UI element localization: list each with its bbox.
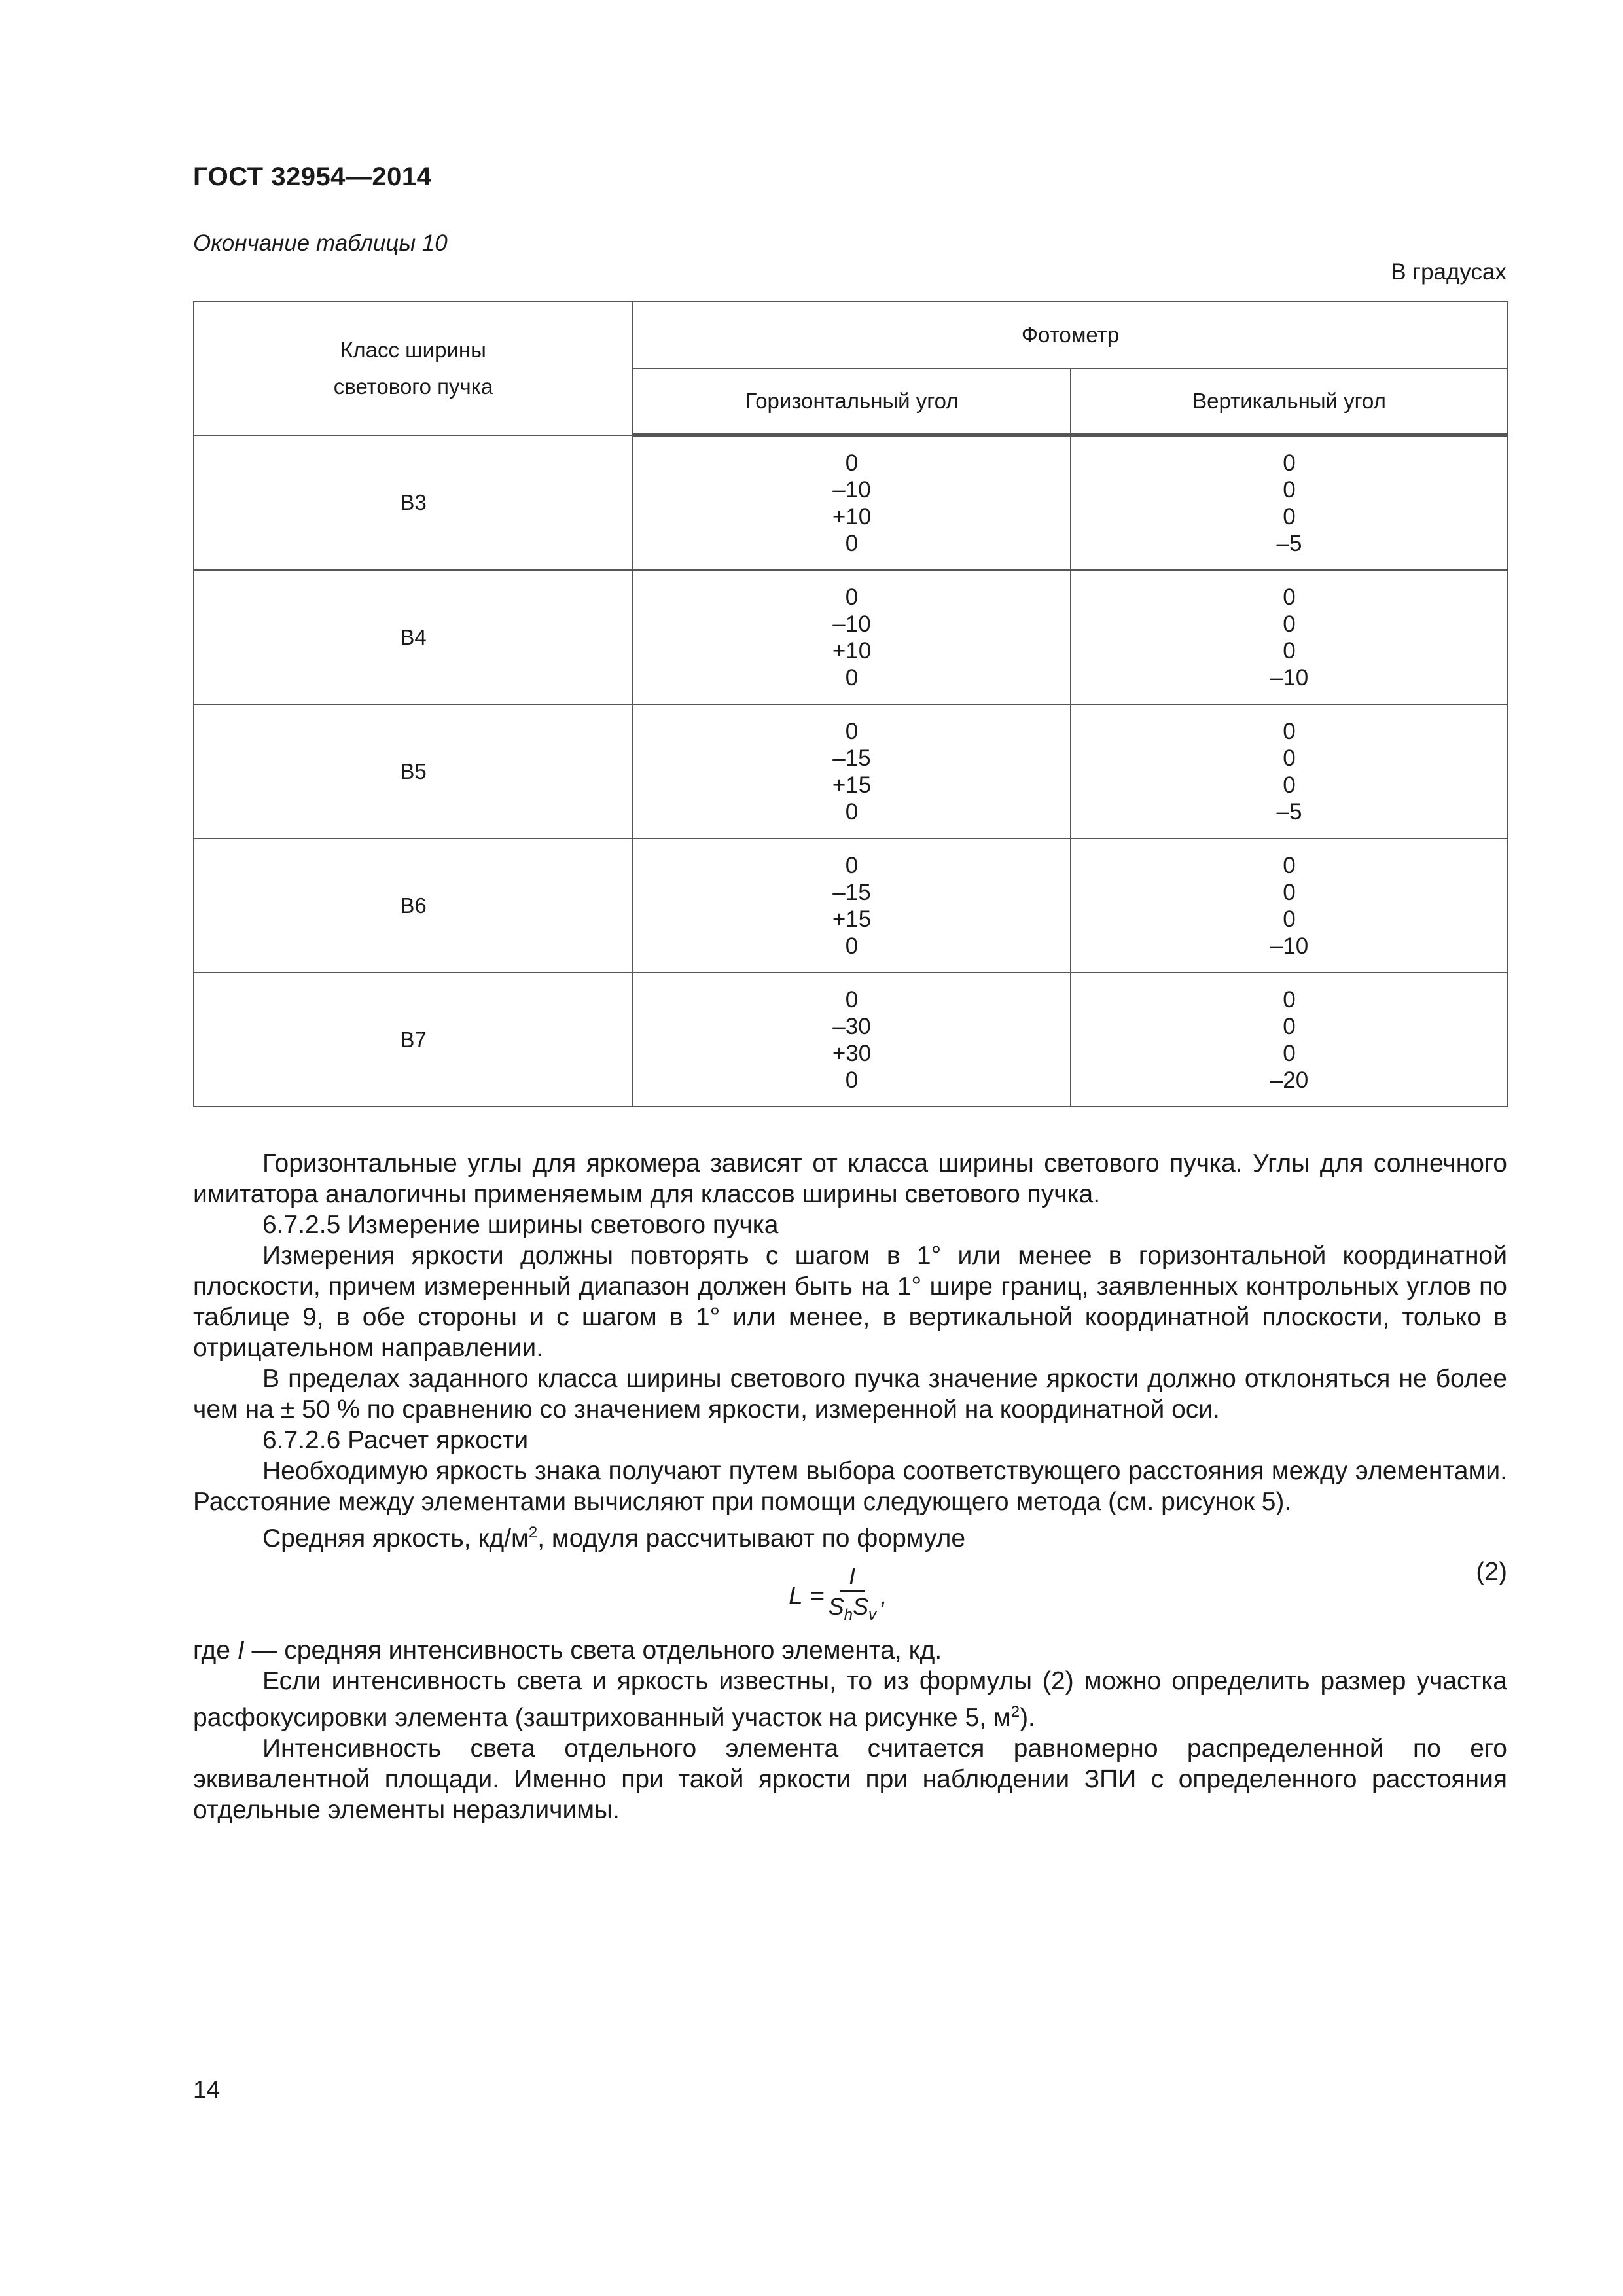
paragraph-deviation-limit: В пределах заданного класса ширины светового пучка значение яркости должно отклоняться не более чем на ± 50 % по сравнению со значением яркости, измеренной на координатной оси. [193, 1365, 1507, 1424]
formula-den-v: v [868, 1606, 876, 1624]
angle-values [832, 852, 871, 960]
cell-vertical-angles [1071, 435, 1508, 571]
angle-value: –5 [1276, 530, 1302, 556]
formula-row [193, 1556, 1507, 1632]
angle-value: 0 [845, 1067, 859, 1093]
photometer-angles-table [193, 301, 1508, 1107]
luminance-formula [789, 1562, 887, 1630]
cell-vertical-angles [1071, 838, 1508, 973]
angle-value: 0 [1283, 637, 1296, 664]
mean-luminance-text-b: , модуля рассчитывают по формуле [537, 1524, 966, 1552]
cell-horizontal-angles [633, 570, 1071, 704]
formula-denominator [829, 1592, 876, 1630]
angle-value: 0 [1283, 450, 1296, 476]
angle-value: 0 [1283, 503, 1296, 529]
angle-value: 0 [845, 933, 859, 959]
table-caption: Окончание таблицы 10 [193, 230, 448, 256]
angle-values [1270, 852, 1308, 960]
where-text-a: где [193, 1636, 238, 1664]
formula-numerator: I [840, 1562, 865, 1592]
angle-value: –10 [832, 611, 871, 637]
paragraph-defocus-area [193, 1666, 1507, 1733]
angle-value: +30 [832, 1040, 872, 1066]
cell-vertical-angles [1071, 973, 1508, 1107]
angle-value: +10 [832, 503, 872, 529]
page-number: 14 [193, 2076, 221, 2103]
table-row [194, 435, 1508, 571]
angle-values [1270, 584, 1308, 691]
mean-luminance-sup: 2 [528, 1524, 538, 1541]
angle-value: 0 [1283, 476, 1296, 503]
angle-value: 0 [1283, 745, 1296, 771]
paragraph-where-i [193, 1635, 1507, 1666]
angle-value: 0 [1283, 772, 1296, 798]
angle-value: –15 [832, 879, 871, 905]
formula-number: (2) [1476, 1558, 1507, 1586]
header-vertical-angle: Вертикальный угол [1071, 368, 1508, 435]
cell-vertical-angles [1071, 570, 1508, 704]
angle-value: 0 [845, 450, 859, 476]
formula-fraction [829, 1562, 876, 1630]
table-body [194, 435, 1508, 1107]
angle-values [832, 584, 871, 691]
angle-value: 0 [845, 798, 859, 825]
paragraph-horizontal-angles: Горизонтальные углы для яркомера зависят от класса ширины светового пучка. Углы для солнечного имитатора аналогичны применяемым для классов ширины светового пучка. [193, 1149, 1507, 1208]
cell-beam-class: B4 [194, 570, 633, 704]
angle-value: –10 [1270, 664, 1309, 691]
cell-beam-class: B3 [194, 435, 633, 571]
table-row [194, 973, 1508, 1107]
table-units-note: В градусах [1391, 259, 1507, 285]
header-beam-class [194, 302, 633, 435]
angle-value: 0 [1283, 611, 1296, 637]
defocus-text-a: Если интенсивность света и яркость известны, то из формулы (2) можно определить размер участка расфокусировки элемента (заштрихованный участок на рисунке 5, м [193, 1667, 1507, 1732]
angle-value: 0 [845, 852, 859, 878]
paragraph-mean-luminance [193, 1517, 1507, 1554]
table-row [194, 838, 1508, 973]
angle-value: +15 [832, 906, 872, 932]
document-code: ГОСТ 32954—2014 [193, 162, 432, 191]
angle-values [1270, 986, 1308, 1094]
angle-value: +10 [832, 637, 872, 664]
angle-value: +15 [832, 772, 872, 798]
formula-den-s1: S [828, 1593, 844, 1620]
angle-value: 0 [1283, 852, 1296, 878]
paragraph-equivalent-area: Интенсивность света отдельного элемента считается равномерно распределенной по его эквивалентной площади. Именно при такой яркости при наблюдении ЗПИ с определенного расстояния отдельные элементы неразличимы. [193, 1734, 1507, 1824]
paragraph-required-luminance: Необходимую яркость знака получают путем выбора соответствующего расстояния между элементами. Расстояние между элементами вычисляют при помощи следующего метода (см. рисунок 5). [193, 1457, 1507, 1516]
angle-values [1277, 718, 1302, 825]
header-beam-class-line1: Класс ширины [340, 337, 486, 362]
cell-beam-class: B6 [194, 838, 633, 973]
formula-den-h: h [844, 1606, 853, 1624]
cell-horizontal-angles [633, 973, 1071, 1107]
angle-value: –20 [1270, 1067, 1309, 1093]
section-heading-6-7-2-5: 6.7.2.5 Измерение ширины светового пучка [262, 1211, 779, 1239]
table-row [194, 570, 1508, 704]
angle-value: 0 [845, 584, 859, 610]
angle-value: 0 [1283, 879, 1296, 905]
angle-value: –10 [832, 476, 871, 503]
header-photometer: Фотометр [633, 302, 1508, 368]
cell-horizontal-angles [633, 704, 1071, 838]
cell-beam-class: B5 [194, 704, 633, 838]
formula-den-s2: S [852, 1593, 868, 1620]
mean-luminance-text-a: Средняя яркость, кд/м [262, 1524, 529, 1552]
where-variable: I [237, 1636, 245, 1664]
angle-value: 0 [845, 718, 859, 744]
where-text-b: — средняя интенсивность света отдельного элемента, кд. [244, 1636, 942, 1664]
formula-comma: , [880, 1582, 887, 1611]
header-beam-class-line2: светового пучка [333, 374, 493, 399]
angle-value: 0 [1283, 1040, 1296, 1066]
angle-value: 0 [845, 664, 859, 691]
angle-value: –10 [1270, 933, 1309, 959]
cell-horizontal-angles [633, 838, 1071, 973]
paragraph-measurement-steps: Измерения яркости должны повторять с шагом в 1° или менее в горизонтальной координатной плоскости, причем измеренный диапазон должен быть на 1° шире границ, заявленных контрольных углов по таблице 9, в обе стороны и с шагом в 1° или менее, в вертикальной координатной плоскости, только в отрицательном направлении. [193, 1242, 1507, 1362]
angle-value: –30 [832, 1013, 871, 1039]
body-text [193, 1148, 1507, 1825]
angle-values [832, 450, 871, 557]
angle-value: –15 [832, 745, 871, 771]
angle-value: 0 [1283, 1013, 1296, 1039]
angle-values [1277, 450, 1302, 557]
angle-values [832, 718, 871, 825]
angle-value: 0 [845, 530, 859, 556]
defocus-text-b: ). [1020, 1704, 1035, 1732]
angle-value: 0 [845, 986, 859, 1013]
table-row [194, 704, 1508, 838]
cell-vertical-angles [1071, 704, 1508, 838]
angle-values [832, 986, 871, 1094]
formula-lhs: L = [789, 1582, 825, 1611]
cell-horizontal-angles [633, 435, 1071, 571]
angle-value: 0 [1283, 986, 1296, 1013]
defocus-sup: 2 [1010, 1703, 1020, 1721]
angle-value: 0 [1283, 718, 1296, 744]
section-heading-6-7-2-6: 6.7.2.6 Расчет яркости [262, 1426, 529, 1454]
angle-value: –5 [1276, 798, 1302, 825]
header-horizontal-angle: Горизонтальный угол [633, 368, 1071, 435]
angle-value: 0 [1283, 906, 1296, 932]
cell-beam-class: B7 [194, 973, 633, 1107]
angle-value: 0 [1283, 584, 1296, 610]
